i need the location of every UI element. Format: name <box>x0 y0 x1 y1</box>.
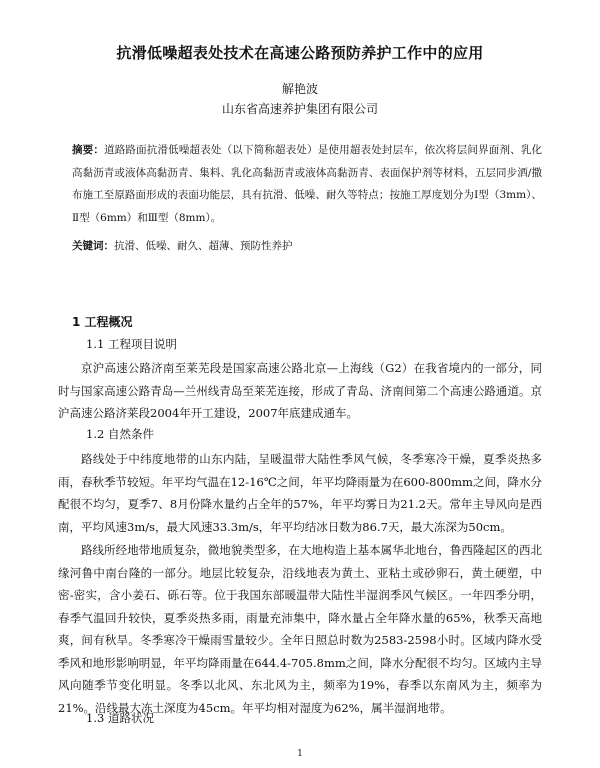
page-number: 1 <box>297 749 303 759</box>
abstract-text: 道路路面抗滑低噪超表处（以下简称超表处）是使用超表处封层车，依次将层间界面剂、乳化高黏沥青或液体高黏沥青、集料、乳化高黏沥青或液体高黏沥青、表面保护剂等材料，五层同步洒/撒布施工至原路面形成的表面功能层，具有抗滑、低噪、耐久等特点；按施工厚度划分为Ⅰ型（3mm）、Ⅱ型（6mm）和Ⅲ型（8mm）。 <box>72 144 543 224</box>
abstract-label: 摘要： <box>72 144 105 156</box>
subsection-heading-1-1: 1.1 工程项目说明 <box>86 337 177 351</box>
keywords <box>72 237 542 255</box>
subsection-heading-1-3: 1.3 道路状况 <box>86 711 154 725</box>
abstract <box>72 139 542 229</box>
keywords-label: 关键词： <box>72 240 114 252</box>
subsection-heading-1-2: 1.2 自然条件 <box>86 427 154 441</box>
section-heading-1: 1 工程概况 <box>72 315 133 329</box>
paragraph-geology: 路线所经地带地质复杂，微地貌类型多，在大地构造上基本属华北地台，鲁西隆起区的西北缘河鲁中南台隆的一部分。地层比较复杂，沿线地表为黄土、亚粘土或砂卵石，黄土硬塑，中密-密实，含小姜石、砾石等。位于我国东部暖温带大陆性半湿润季风气候区。一年四季分明，春季气温回升较快，夏季炎热多雨，雨量充沛集中，降水量占全年降水量的65%，秋季天高地爽，间有秋旱。冬季寒冷干燥雨雪量较少。全年日照总时数为2583-2598小时。区域内降水受季风和地形影响明显，年平均降雨量在644.4-705.8mm之间，降水分配很不均匀。区域内主导风向随季节变化明显。冬季以北风、东北风为主，频率为19%，春季以东南风为主，频率为21%。沿线最大冻土深度为45cm。年平均相对湿度为62%，属半湿润地带。 <box>58 543 542 715</box>
author-affiliation: 山东省高速养护集团有限公司 <box>221 102 378 116</box>
keywords-text: 抗滑、低噪、耐久、超薄、预防性养护 <box>114 240 293 252</box>
paragraph-climate: 路线处于中纬度地带的山东内陆，呈暖温带大陆性季风气候，冬季寒冷干燥，夏季炎热多雨，春秋季节较短。年平均气温在12-16℃之间，年平均降雨量为在600-800mm之间，降水分配很不均匀，夏季7、8月份降水量约占全年的57%，年平均雾日为21.2天。常年主导风向是西南，平均风速3m/s，最大风速33.3m/s，年平均结冰日数为86.7天，最大冻深为50cm。 <box>58 452 542 534</box>
paragraph-project-description: 京沪高速公路济南至莱芜段是国家高速公路北京—上海线（G2）在我省境内的一部分，同时与国家高速公路青岛—兰州线青岛至莱芜连接，形成了青岛、济南间第二个高速公路通道。京沪高速公路济莱段2004年开工建设，2007年底建成通车。 <box>58 361 542 420</box>
paper-title: 抗滑低噪超表处技术在高速公路预防养护工作中的应用 <box>116 44 484 62</box>
author-name: 解艳波 <box>281 82 318 96</box>
